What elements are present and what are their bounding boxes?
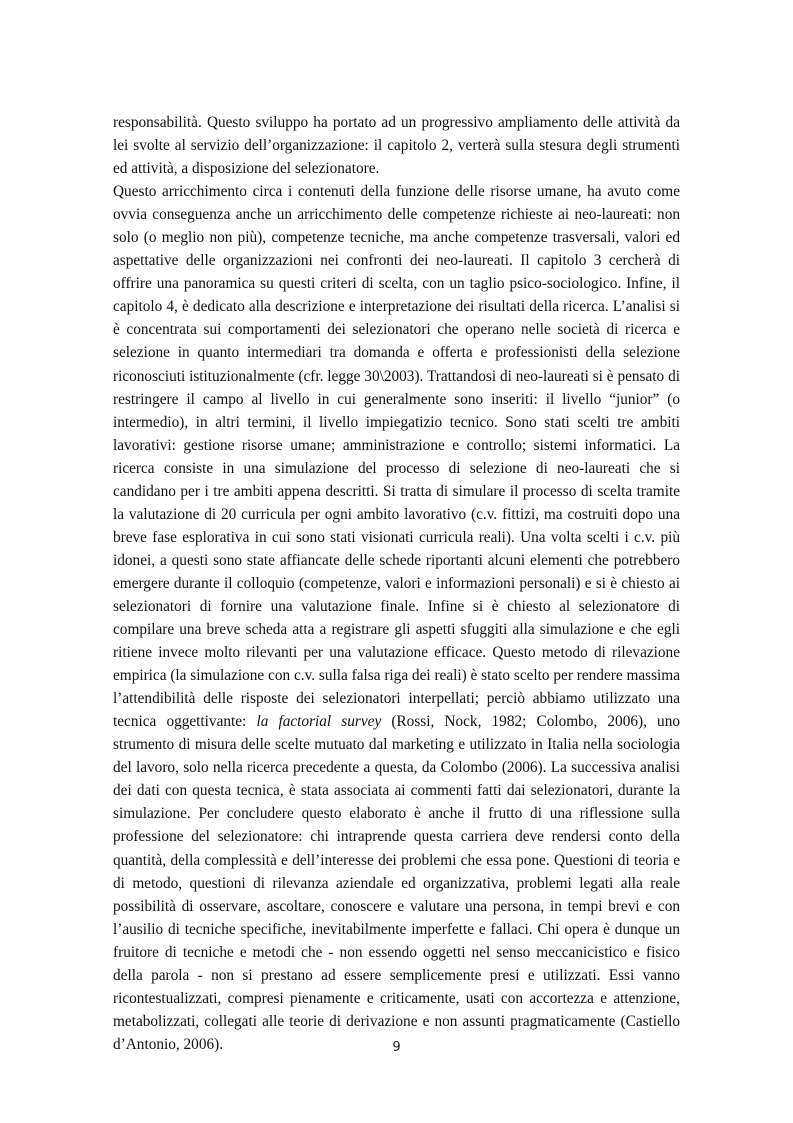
body-text bbox=[113, 111, 680, 1056]
paragraph-text: responsabilità. Questo sviluppo ha portato ad un progressivo ampliamento delle attività da lei svolte al servizio dell’organizzazione: il capitolo 2, verterà sulla stesura degli strumenti ed attività, a disposizione del selezionatore. bbox=[113, 114, 680, 178]
italic-term: la factorial survey bbox=[256, 713, 382, 731]
page-number: 9 bbox=[392, 1040, 401, 1055]
paragraph bbox=[113, 180, 680, 1056]
paragraph-text: (Rossi, Nock, 1982; Colombo, 2006), uno strumento di misura delle scelte mutuato dal marketing e utilizzato in Italia nella sociologia del lavoro, solo nella ricerca precedente a questa, da Colombo (2006). La successiva analisi dei dati con questa tecnica, è stata associata ai commenti fatti dai selezionatori, durante la simulazione. Per concludere questo elaborato è anche il frutto di una riflessione sulla professione del selezionatore: chi intraprende questa carriera deve rendersi conto della quantità, della complessità e dell’interesse dei problemi che essa pone. Questioni di teoria e di metodo, questioni di rilevanza aziendale ed organizzativa, problemi legati alla reale possibilità di osservare, ascoltare, conoscere e valutare una persona, in tempi brevi e con l’ausilio di tecniche specifiche, inevitabilmente imperfette e fallaci. Chi opera è dunque un fruitore di tecniche e metodi che - non essendo oggetti nel senso meccanicistico e fisico della parola - non si prestano ad essere semplicemente presi e utilizzati. Essi vanno ricontestualizzati, compresi pienamente e criticamente, usati con accortezza e attenzione, metabolizzati, collegati alle teorie di derivazione e non assunti pragmaticamente (Castiello d’Antonio, 2006). bbox=[113, 713, 680, 1053]
paragraph-text: Questo arricchimento circa i contenuti della funzione delle risorse umane, ha avuto come ovvia conseguenza anche un arricchimento delle competenze richieste ai neo-laureati: non solo (o meglio non più), competenze tecniche, ma anche competenze trasversali, valori ed aspettative delle organizzazioni nei confronti dei neo-laureati. Il capitolo 3 cercherà di offrire una panoramica su questi criteri di scelta, con un taglio psico-sociologico. Infine, il capitolo 4, è dedicato alla descrizione e interpretazione dei risultati della ricerca. L’analisi si è concentrata sui comportamenti dei selezionatori che operano nelle società di ricerca e selezione in quanto intermediari tra domanda e offerta e professionisti della selezione riconosciuti istituzionalmente (cfr. legge 30\2003). Trattandosi di neo-laureati si è pensato di restringere il campo al livello in cui generalmente sono inseriti: il livello “junior” (o intermedio), in altri termini, il livello impiegatizio tecnico. Sono stati scelti tre ambiti lavorativi: gestione risorse umane; amministrazione e controllo; sistemi informatici. La ricerca consiste in una simulazione del processo di selezione di neo-laureati che si candidano per i tre ambiti appena descritti. Si tratta di simulare il processo di scelta tramite la valutazione di 20 curricula per ogni ambito lavorativo (c.v. fittizi, ma costruiti dopo una breve fase esplorativa in cui sono stati visionati curricula reali). Una volta scelti i c.v. più idonei, a questi sono state affiancate delle schede riportanti alcuni elementi che potrebbero emergere durante il colloquio (competenze, valori e informazioni personali) e si è chiesto ai selezionatori di fornire una valutazione finale. Infine si è chiesto al selezionatore di compilare una breve scheda atta a registrare gli aspetti sfuggiti alla simulazione e che egli ritiene invece molto rilevanti per una valutazione efficace. Questo metodo di rilevazione empirica (la simulazione con c.v. sulla falsa riga dei reali) è stato scelto per rendere massima l’attendibilità delle risposte dei selezionatori interpellati; perciò abbiamo utilizzato una tecnica oggettivante: bbox=[113, 183, 680, 731]
paragraph bbox=[113, 111, 680, 180]
